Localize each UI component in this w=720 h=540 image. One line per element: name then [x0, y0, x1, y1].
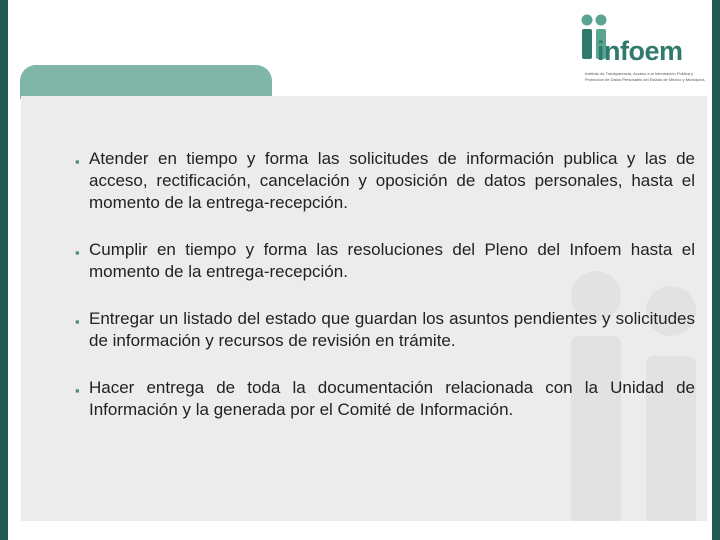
bullet-marker-icon: ▪	[75, 383, 80, 398]
bullet-item-3	[75, 308, 695, 352]
infoem-logo	[573, 10, 703, 90]
bullet-item-4	[75, 377, 695, 421]
logo-tagline-2: Protección de Datos Personales del Estado de México y Municipios	[585, 77, 705, 82]
header-tab-bar	[20, 65, 272, 99]
logo-wordmark: infoem	[597, 36, 683, 66]
bullet-text: Hacer entrega de toda la documentación relacionada con la Unidad de Información y la generada por el Comité de Información.	[89, 378, 695, 419]
bullet-item-2	[75, 239, 695, 283]
bullet-text: Atender en tiempo y forma las solicitudes de información publica y las de acceso, rectificación, cancelación y oposición de datos personales, hasta el momento de la entrega-recepción.	[89, 149, 695, 212]
content-panel	[21, 96, 707, 521]
bullet-marker-icon: ▪	[75, 245, 80, 260]
bullet-list	[75, 148, 695, 446]
bullet-text: Entregar un listado del estado que guardan los asuntos pendientes y solicitudes de información y recursos de revisión en trámite.	[89, 309, 695, 350]
bullet-marker-icon: ▪	[75, 154, 80, 169]
logo-tagline-1: Instituto de Transparencia, Acceso a la Información Pública y	[585, 71, 694, 76]
bullet-text: Cumplir en tiempo y forma las resoluciones del Pleno del Infoem hasta el momento de la entrega-recepción.	[89, 240, 695, 281]
bullet-item-1	[75, 148, 695, 214]
slide	[8, 0, 712, 540]
bullet-marker-icon: ▪	[75, 314, 80, 329]
